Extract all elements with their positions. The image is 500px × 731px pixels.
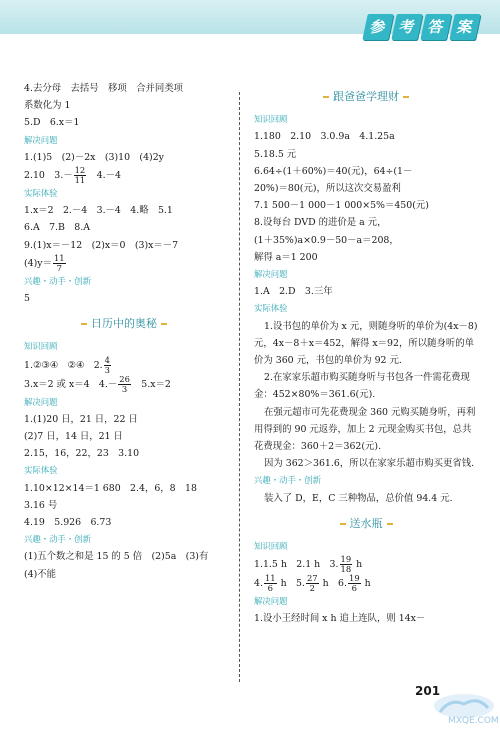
answer-line: 20%)＝80(元)，所以这次交易盈利 <box>254 183 401 195</box>
denominator: 3 <box>104 364 111 375</box>
answer-line: 2.15，16，22，23 3.10 <box>24 448 140 460</box>
answer-text: 4. <box>254 578 263 590</box>
chapter-title-text: 跟爸爸学理财 <box>333 90 399 103</box>
title-char: 考 <box>391 14 423 40</box>
title-dash <box>387 523 393 525</box>
answer-line <box>24 254 224 273</box>
denominator: 11 <box>74 175 86 186</box>
fraction <box>264 574 277 593</box>
answer-line: 1.10×12×14＝1 680 2.4，6，8 18 <box>24 482 197 494</box>
answer-paragraph: 在强元超市可先花费现金 360 元购买随身听，再利用得到的 90 元返券，加上 2 元现金购买书包，总共花费现金：360＋2＝362(元). <box>254 406 476 453</box>
answer-text: 3.x＝2 或 x＝4 4.－ <box>24 378 118 390</box>
title-dash <box>340 523 346 525</box>
fraction <box>306 574 319 593</box>
section-heading: 解决问题 <box>254 596 288 607</box>
denominator: 3 <box>121 383 128 394</box>
answer-text: h 6. <box>319 578 347 590</box>
answer-line: 5.D 6.x＝1 <box>24 117 80 129</box>
answer-text: h <box>361 578 371 590</box>
denominator: 6 <box>267 583 273 594</box>
page-number: 201 <box>415 684 441 698</box>
answer-line: 装入了 D，E，C 三种物品，总价值 94.4 元. <box>264 492 453 504</box>
answer-text: 5.x＝2 <box>131 378 171 390</box>
denominator: 2 <box>309 583 315 594</box>
fraction <box>348 574 361 593</box>
column-divider <box>239 92 240 682</box>
answer-paragraph: 因为 362＞361.6，所以在家家乐超市购买更省钱. <box>264 458 475 470</box>
answer-line <box>254 555 478 574</box>
denominator: 18 <box>340 564 352 575</box>
chapter-title-text: 日历中的奥秘 <box>91 317 157 331</box>
answer-text: h <box>353 559 363 571</box>
numerator: 12 <box>74 165 86 176</box>
answer-line: (4)不能 <box>24 568 57 580</box>
section-heading: 兴趣・动手・创新 <box>254 475 321 486</box>
answer-line: 4.19 5.926 6.73 <box>24 517 112 529</box>
section-heading: 实际体验 <box>24 188 58 199</box>
section-heading: 知识回顾 <box>24 341 58 352</box>
numerator: 19 <box>348 573 360 584</box>
answer-paragraph: 1.设书包的单价为 x 元，则随身听的单价为(4x－8)元，4x－8＋x＝452，解得 x＝92，所以随身听的单价为 360 元，书包的单价为 92 元. <box>254 320 478 367</box>
answer-line <box>254 574 478 593</box>
section-heading: 解决问题 <box>24 134 58 145</box>
numerator: 27 <box>306 573 318 584</box>
answer-text: (4)y＝ <box>24 257 52 269</box>
chapter-title <box>254 88 478 105</box>
answer-line <box>24 375 224 394</box>
section-heading: 知识回顾 <box>254 114 288 125</box>
answer-paragraph: 2.在家家乐超市购买随身听与书包各一件需花费现金：452×80%＝361.6(元). <box>254 372 470 401</box>
section-heading: 兴趣・动手・创新 <box>24 275 91 286</box>
answer-line: (1＋35%)a×0.9－50－a＝208， <box>254 234 399 246</box>
denominator: 7 <box>56 262 62 273</box>
chapter-title <box>24 315 224 332</box>
section-heading: 实际体验 <box>24 465 58 476</box>
answer-line: 1.x＝2 2.－4 3.－4 4.略 5.1 <box>24 205 173 217</box>
section-heading: 实际体验 <box>254 303 288 314</box>
numerator: 26 <box>119 373 130 384</box>
answer-key-title <box>365 14 478 40</box>
section-heading: 兴趣・动手・创新 <box>24 534 91 545</box>
answer-line: 解得 a＝1 200 <box>254 251 318 263</box>
answer-text: h 5. <box>277 578 305 590</box>
numerator: 4 <box>104 354 111 365</box>
answer-text: 1.②③④ ②④ 2. <box>24 359 103 371</box>
answer-line: 4.去分母 去括号 移项 合并同类项 <box>24 83 183 94</box>
answer-line: 5 <box>24 293 30 305</box>
watermark-text: MXQE.COM <box>448 716 499 726</box>
answer-line: 3.16 号 <box>24 499 58 511</box>
fraction <box>118 375 131 394</box>
title-dash <box>161 323 167 325</box>
answer-line <box>24 166 224 185</box>
answer-line: 6.A 7.B 8.A <box>24 222 91 234</box>
answer-line <box>24 356 224 375</box>
answer-line: 6.64÷(1＋60%)＝40(元)，64÷(1－ <box>254 165 413 177</box>
fraction <box>104 356 111 375</box>
numerator: 11 <box>53 252 65 263</box>
answer-line: (1)五个数之和是 15 的 5 倍 (2)5a (3)有 <box>24 551 209 563</box>
answer-line: 系数化为 1 <box>24 100 71 112</box>
answer-text: 4.－4 <box>87 170 121 182</box>
fraction <box>74 166 87 185</box>
denominator: 6 <box>351 583 357 594</box>
numerator: 11 <box>264 573 276 584</box>
answer-line: 9.(1)x＝－12 (2)x＝0 (3)x＝－7 <box>24 239 179 251</box>
title-dash <box>323 96 329 98</box>
answer-line: 1.A 2.D 3.三年 <box>254 286 333 298</box>
answer-text: 1.1.5 h 2.1 h 3. <box>254 559 339 571</box>
section-heading: 解决问题 <box>24 396 58 407</box>
left-column <box>24 80 224 583</box>
title-dash <box>403 96 409 98</box>
chapter-title <box>254 515 478 532</box>
answer-line: 7.1 500－1 000－1 000×5%＝450(元) <box>254 200 429 212</box>
answer-line: 1.180 2.10 3.0.9a 4.1.25a <box>254 131 395 143</box>
answer-line: 5.18.5 元 <box>254 148 297 160</box>
section-heading: 知识回顾 <box>254 541 288 552</box>
fraction <box>340 555 353 574</box>
right-column <box>254 88 478 628</box>
fraction <box>53 254 66 273</box>
answer-text: 2.10 3.－ <box>24 170 73 182</box>
title-dash <box>81 323 87 325</box>
answer-line: 1.设小王经时间 x h 追上连队，则 14x－ <box>254 613 426 625</box>
title-char: 参 <box>362 14 394 40</box>
answer-line: 1.(1)5 (2)－2x (3)10 (4)2y <box>24 151 164 163</box>
title-char: 答 <box>420 14 452 40</box>
answer-line: 8.设每台 DVD 的进价是 a 元， <box>254 217 387 229</box>
title-char: 案 <box>449 14 481 40</box>
chapter-title-text: 送水瓶 <box>349 516 383 530</box>
header-banner <box>0 0 500 62</box>
numerator: 19 <box>340 554 352 565</box>
section-heading: 解决问题 <box>254 269 288 280</box>
answer-line: 1.(1)20 日，21 日，22 日 <box>24 413 138 425</box>
answer-line: (2)7 日，14 日，21 日 <box>24 431 123 443</box>
